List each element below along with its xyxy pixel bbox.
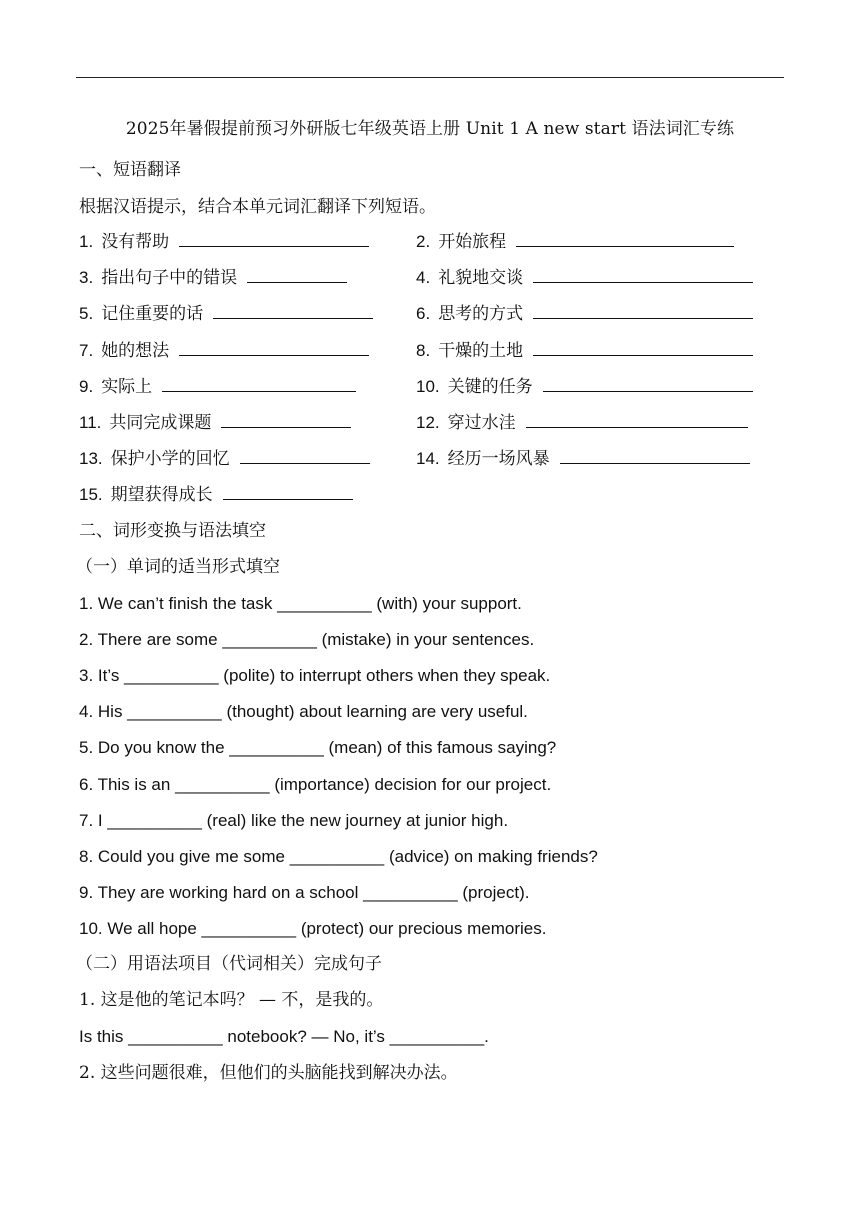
phrase-item	[416, 339, 753, 363]
phrase-number: 10.	[416, 376, 440, 396]
phrase-number: 1.	[79, 232, 94, 251]
fill-sentence: 5. Do you know the __________ (mean) of this famous saying?	[79, 738, 557, 758]
fill-sentence: 2. There are some __________ (mistake) in your sentences.	[79, 630, 535, 650]
answer-blank[interactable]	[213, 302, 373, 319]
answer-blank[interactable]	[560, 447, 750, 464]
phrase-item	[79, 230, 369, 254]
phrase-text: 没有帮助	[101, 232, 170, 252]
phrase-number: 14.	[416, 449, 440, 469]
fill-sentence: 1. We can’t finish the task __________ (with) your support.	[79, 594, 522, 613]
part1-heading: （一）单词的适当形式填空	[76, 557, 280, 577]
section1-heading: 一、短语翻译	[79, 160, 181, 180]
phrase-item	[79, 266, 347, 290]
phrase-item	[416, 302, 753, 326]
phrase-number: 15.	[79, 485, 103, 505]
phrase-number: 2.	[416, 232, 431, 251]
answer-blank[interactable]	[526, 411, 748, 428]
fill-sentence: 7. I __________ (real) like the new journey at junior high.	[79, 810, 509, 830]
phrase-number: 13.	[79, 449, 103, 469]
phrase-text: 期望获得成长	[110, 485, 213, 506]
phrase-text: 干燥的土地	[438, 340, 524, 361]
phrase-item	[416, 375, 753, 399]
part2-heading: （二）用语法项目（代词相关）完成句子	[76, 954, 382, 974]
phrase-item	[79, 339, 369, 363]
phrase-number: 6.	[416, 304, 431, 324]
phrase-item	[79, 447, 370, 471]
phrase-text: 共同完成课题	[109, 413, 212, 433]
phrase-item	[416, 411, 748, 435]
phrase-text: 穿过水洼	[447, 413, 516, 433]
fill-sentence: 6. This is an __________ (importance) decision for our project.	[79, 774, 552, 794]
phrase-number: 3.	[79, 268, 94, 288]
phrase-text: 指出句子中的错误	[101, 268, 238, 289]
phrase-text: 经历一场风暴	[447, 449, 550, 470]
answer-blank[interactable]	[516, 230, 734, 247]
fill-sentence: 10. We all hope __________ (protect) our precious memories.	[79, 918, 547, 938]
section2-heading: 二、词形变换与语法填空	[79, 521, 266, 541]
phrase-item	[79, 483, 353, 507]
phrase-text: 思考的方式	[438, 304, 524, 325]
answer-blank[interactable]	[162, 375, 356, 392]
document-title: 2025年暑假提前预习外研版七年级英语上册 Unit 1 A new start 语法词汇专练	[125, 119, 735, 139]
answer-blank[interactable]	[179, 230, 369, 247]
phrase-text: 开始旅程	[438, 232, 507, 252]
phrase-text: 实际上	[101, 376, 153, 397]
phrase-number: 5.	[79, 304, 94, 324]
answer-blank[interactable]	[179, 339, 369, 356]
fill-sentence: 8. Could you give me some __________ (advice) on making friends?	[79, 846, 598, 866]
answer-blank[interactable]	[221, 411, 351, 428]
phrase-text: 保护小学的回忆	[110, 449, 230, 470]
answer-blank[interactable]	[240, 447, 370, 464]
phrase-number: 9.	[79, 376, 94, 396]
phrase-number: 12.	[416, 413, 440, 432]
phrase-text: 礼貌地交谈	[438, 268, 524, 289]
header-rule	[76, 77, 784, 78]
phrase-item	[79, 302, 373, 326]
fill-sentence: 9. They are working hard on a school __________ (project).	[79, 882, 530, 902]
answer-blank[interactable]	[543, 375, 753, 392]
fill-sentence: 3. It’s __________ (polite) to interrupt others when they speak.	[79, 666, 551, 686]
phrase-item	[79, 411, 351, 435]
phrase-text: 她的想法	[101, 340, 170, 361]
phrase-number: 8.	[416, 340, 431, 360]
phrase-number: 11.	[79, 413, 102, 432]
phrase-item	[416, 230, 734, 254]
phrase-item	[79, 375, 356, 399]
answer-blank[interactable]	[247, 266, 347, 283]
answer-blank[interactable]	[533, 339, 753, 356]
phrase-number: 7.	[79, 340, 94, 360]
answer-blank[interactable]	[533, 266, 753, 283]
phrase-text: 关键的任务	[447, 376, 533, 397]
phrase-text: 记住重要的话	[101, 304, 204, 325]
fill-sentence: 4. His __________ (thought) about learning are very useful.	[79, 702, 528, 722]
phrase-item	[416, 266, 753, 290]
part2-question-2-cn: 2. 这些问题很难，但他们的头脑能找到解决办法。	[79, 1063, 458, 1083]
phrase-item	[416, 447, 750, 471]
answer-blank[interactable]	[223, 483, 353, 500]
answer-blank[interactable]	[533, 302, 753, 319]
part2-question-1-cn: 1. 这是他的笔记本吗？ — 不，是我的。	[79, 990, 384, 1010]
part2-question-1-en: Is this __________ notebook? — No, it’s __________.	[79, 1027, 489, 1046]
phrase-number: 4.	[416, 268, 431, 288]
section1-instruction: 根据汉语提示，结合本单元词汇翻译下列短语。	[79, 197, 436, 217]
